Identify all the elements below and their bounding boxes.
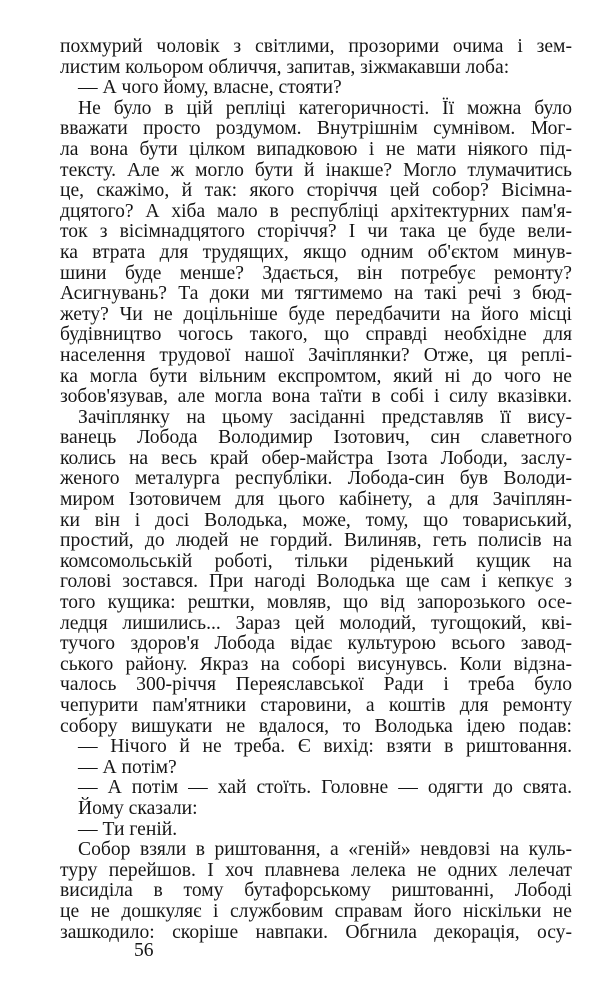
- text-line: Зачіплянку на цьому засіданні представляв її вису-: [78, 406, 572, 428]
- paragraph-2: [60, 99, 572, 408]
- text-line: Йому сказали:: [78, 797, 198, 819]
- text-line: ка могла бути вільним експромтом, який ні до чого не: [60, 365, 572, 387]
- text-line: собору вишукати не вдалося, то Володька ідею подав:: [60, 715, 572, 737]
- text-line: ки він і досі Володька, може, тому, що товариський,: [60, 509, 572, 531]
- text-line: жету? Чи не доцільніше буде передбачити на його місці: [60, 303, 572, 325]
- paragraph-dialogue-6: [60, 820, 572, 841]
- text-line: висиділа в тому бутафорському риштованні, Лободі: [60, 880, 572, 902]
- text-line: зашкодило: скоріше навпаки. Обгнила декорація, осу-: [60, 921, 572, 943]
- text-line: зобов'язував, але могла вона таїти в собі і силу вказівки.: [60, 386, 572, 408]
- text-line: миром Ізотовичем для цього кабінету, а для Зачіплян-: [60, 489, 572, 511]
- text-line: голові зостався. При нагоді Володька ще сам і кепкує з: [60, 571, 572, 593]
- text-line: Асигнувань? Та доки ми тягтимемо на такі речі з бюд-: [60, 283, 572, 305]
- text-line: ка втрата для трудящих, якщо одним об'єктом минув-: [60, 241, 572, 263]
- text-line: тучого здоров'я Лобода відає культурою всього завод-: [60, 633, 572, 655]
- text-line: — Нічого й не треба. Є вихід: взяти в риштовання.: [78, 736, 572, 758]
- text-line: чепурити пам'ятники старовини, а коштів для ремонту: [60, 695, 572, 716]
- text-line: — А чого йому, власне, стояти?: [78, 77, 342, 99]
- text-line: ледця лишились... Зараз цей молодий, тугощокий, кві-: [60, 612, 572, 634]
- text-line: це, скажімо, й так: якого сторіччя цей собор? Вісімна-: [60, 180, 572, 202]
- text-line: це не дошкуляє і службовим справам його ніскільки не: [60, 900, 572, 922]
- text-line: женого металурга республіки. Лобода-син був Володи-: [60, 468, 572, 490]
- text-line: того кущика: рештки, мовляв, що від запорозького осе-: [60, 592, 572, 614]
- page-number: 56: [134, 940, 154, 961]
- text-line: шини буде менше? Здається, він потребує ремонту?: [60, 262, 572, 284]
- text-line: Собор взяли в риштовання, а «геній» невдовзі на куль-: [78, 839, 572, 861]
- text-line: вважати просто роздумом. Внутрішнім сумнівом. Мог-: [60, 118, 572, 140]
- paragraph-dialogue-5: [60, 799, 572, 820]
- text-line: похмурий чоловік з світлими, прозорими очима і зем-: [60, 36, 572, 57]
- text-line: ського району. Якраз на соборі висунувсь. Коли відзна-: [60, 653, 572, 675]
- paragraph-1: [60, 37, 572, 78]
- text-line: ванець Лобода Володимир Ізотович, син славетного: [60, 427, 572, 449]
- paragraph-dialogue-2: [60, 737, 572, 758]
- text-line: комсомольській роботі, тільки ріденький кущик на: [60, 550, 572, 572]
- text-line: будівництво чогось такого, що справді необхідне для: [60, 324, 572, 346]
- paragraph-dialogue-3: [60, 758, 572, 779]
- paragraph-3: [60, 408, 572, 738]
- text-line: чалось 300-річчя Переяславської Ради і треба було: [60, 674, 572, 696]
- text-line: ла вона бути цілком випадковою і не мати ніякого під-: [60, 138, 572, 160]
- text-line: — А потім — хай стоїть. Головне — одягти до свята.: [78, 777, 572, 799]
- text-line: тексту. Але ж могло бути й інакше? Могло тлумачитись: [60, 159, 572, 181]
- text-line: Не було в цій репліці категоричності. Її можна було: [78, 97, 572, 119]
- text-line: дцятого? А хіба мало в республіці архітектурних пам'я-: [60, 200, 572, 222]
- page-text: [60, 37, 572, 943]
- text-line: простий, до людей не гордий. Вилиняв, геть полисів на: [60, 530, 572, 552]
- paragraph-dialogue-1: [60, 78, 572, 99]
- text-line: ток з вісімнадцятого сторіччя? І чи така це буде вели-: [60, 221, 572, 243]
- paragraph-dialogue-4: [60, 778, 572, 799]
- text-line: туру перейшов. І хоч плавнева лелека не одних лелечат: [60, 859, 572, 881]
- text-line: населення трудової нашої Зачіплянки? Отже, ця реплі-: [60, 344, 572, 366]
- text-line: — А потім?: [78, 756, 177, 778]
- text-line: — Ти геній.: [78, 818, 178, 840]
- paragraph-4: [60, 840, 572, 943]
- text-line: листим кольором обличчя, запитав, зіжмакавши лоба:: [60, 56, 510, 78]
- text-line: колись на весь край обер-майстра Ізота Лободи, заслу-: [60, 447, 572, 469]
